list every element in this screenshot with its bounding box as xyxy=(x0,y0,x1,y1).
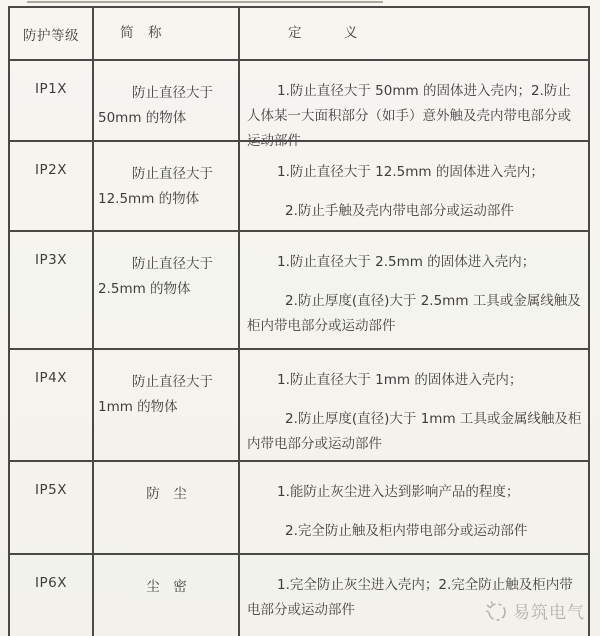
shortname-line1: 防止直径大于 xyxy=(132,256,213,272)
header-grade-label: 防护等级 xyxy=(23,27,79,44)
table-row-ip3x xyxy=(10,232,588,350)
grade-cell: IP6X xyxy=(10,555,94,636)
definition-cell xyxy=(240,555,588,636)
definition-cell xyxy=(240,142,588,230)
shortname-cell xyxy=(94,350,240,460)
definition-paragraph-2: 2.防止手触及壳内带电部分或运动部件 xyxy=(285,203,514,219)
shortname-cell xyxy=(94,232,240,348)
definition-paragraph-1: 1.能防止灰尘进入达到影响产品的程度； xyxy=(277,484,520,500)
shortname-line1: 防止直径大于 xyxy=(132,166,213,182)
shortname-line2: 1mm 的物体 xyxy=(98,399,178,415)
sunburst-logo-icon xyxy=(484,599,508,623)
watermark-text: 易筑电气 xyxy=(513,603,585,623)
grade-cell: IP5X xyxy=(10,462,94,553)
definition-paragraph-1: 1.完全防止灰尘进入壳内；2.完全防止触及柜内带电部分或运动部件 xyxy=(247,577,573,618)
definition-paragraph-1: 1.防止直径大于 12.5mm 的固体进入壳内； xyxy=(277,164,544,180)
shortname-line1: 尘 密 xyxy=(146,579,187,595)
definition-cell xyxy=(240,350,588,460)
header-shortname-label: 简 称 xyxy=(120,25,162,41)
table-row-ip1x xyxy=(10,61,588,149)
definition-paragraph-1: 1.防止直径大于 1mm 的固体进入壳内； xyxy=(277,372,523,388)
definition-paragraph-2: 2.完全防止触及柜内带电部分或运动部件 xyxy=(285,523,528,539)
grade-cell: IP2X xyxy=(10,142,94,230)
grade-cell: IP4X xyxy=(10,350,94,460)
definition-paragraph-1: 1.防止直径大于 50mm 的固体进入壳内；2.防止人体某一大面积部分（如手）意外触及壳内带电部分或运动部件 xyxy=(247,83,571,149)
header-definition-label: 定 义 xyxy=(288,25,358,41)
header-cell-shortname xyxy=(94,8,240,59)
definition-paragraph-2: 2.防止厚度(直径)大于 2.5mm 工具或金属线触及柜内带电部分或运动部件 xyxy=(247,293,581,334)
definition-cell xyxy=(240,462,588,553)
shortname-line2: 50mm 的物体 xyxy=(98,110,187,126)
definition-cell xyxy=(240,61,588,149)
shortname-cell xyxy=(94,61,240,140)
grade-cell: IP3X xyxy=(10,232,94,348)
header-cell-grade xyxy=(10,8,94,59)
shortname-line1: 防止直径大于 xyxy=(132,85,213,101)
definition-cell xyxy=(240,232,588,348)
shortname-cell xyxy=(94,142,240,230)
top-edge-fragment-line xyxy=(27,1,383,3)
table-row-ip2x xyxy=(10,142,588,232)
grade-cell: IP1X xyxy=(10,61,94,140)
table-row-ip6x xyxy=(10,555,588,636)
definition-paragraph-2: 2.防止厚度(直径)大于 1mm 工具或金属线触及柜内带电部分或运动部件 xyxy=(247,411,582,452)
shortname-cell xyxy=(94,555,240,636)
shortname-cell xyxy=(94,462,240,553)
header-cell-definition xyxy=(240,8,588,59)
table-row-ip5x xyxy=(10,462,588,555)
shortname-line1: 防 尘 xyxy=(146,486,187,502)
definition-paragraph-1: 1.防止直径大于 2.5mm 的固体进入壳内； xyxy=(277,254,536,270)
table-row-ip4x xyxy=(10,350,588,462)
shortname-line1: 防止直径大于 xyxy=(132,374,213,390)
shortname-line2: 12.5mm 的物体 xyxy=(98,191,200,207)
table-header-row xyxy=(10,8,588,61)
watermark xyxy=(484,598,585,623)
shortname-line2: 2.5mm 的物体 xyxy=(98,281,191,297)
ip-rating-table xyxy=(8,6,590,636)
